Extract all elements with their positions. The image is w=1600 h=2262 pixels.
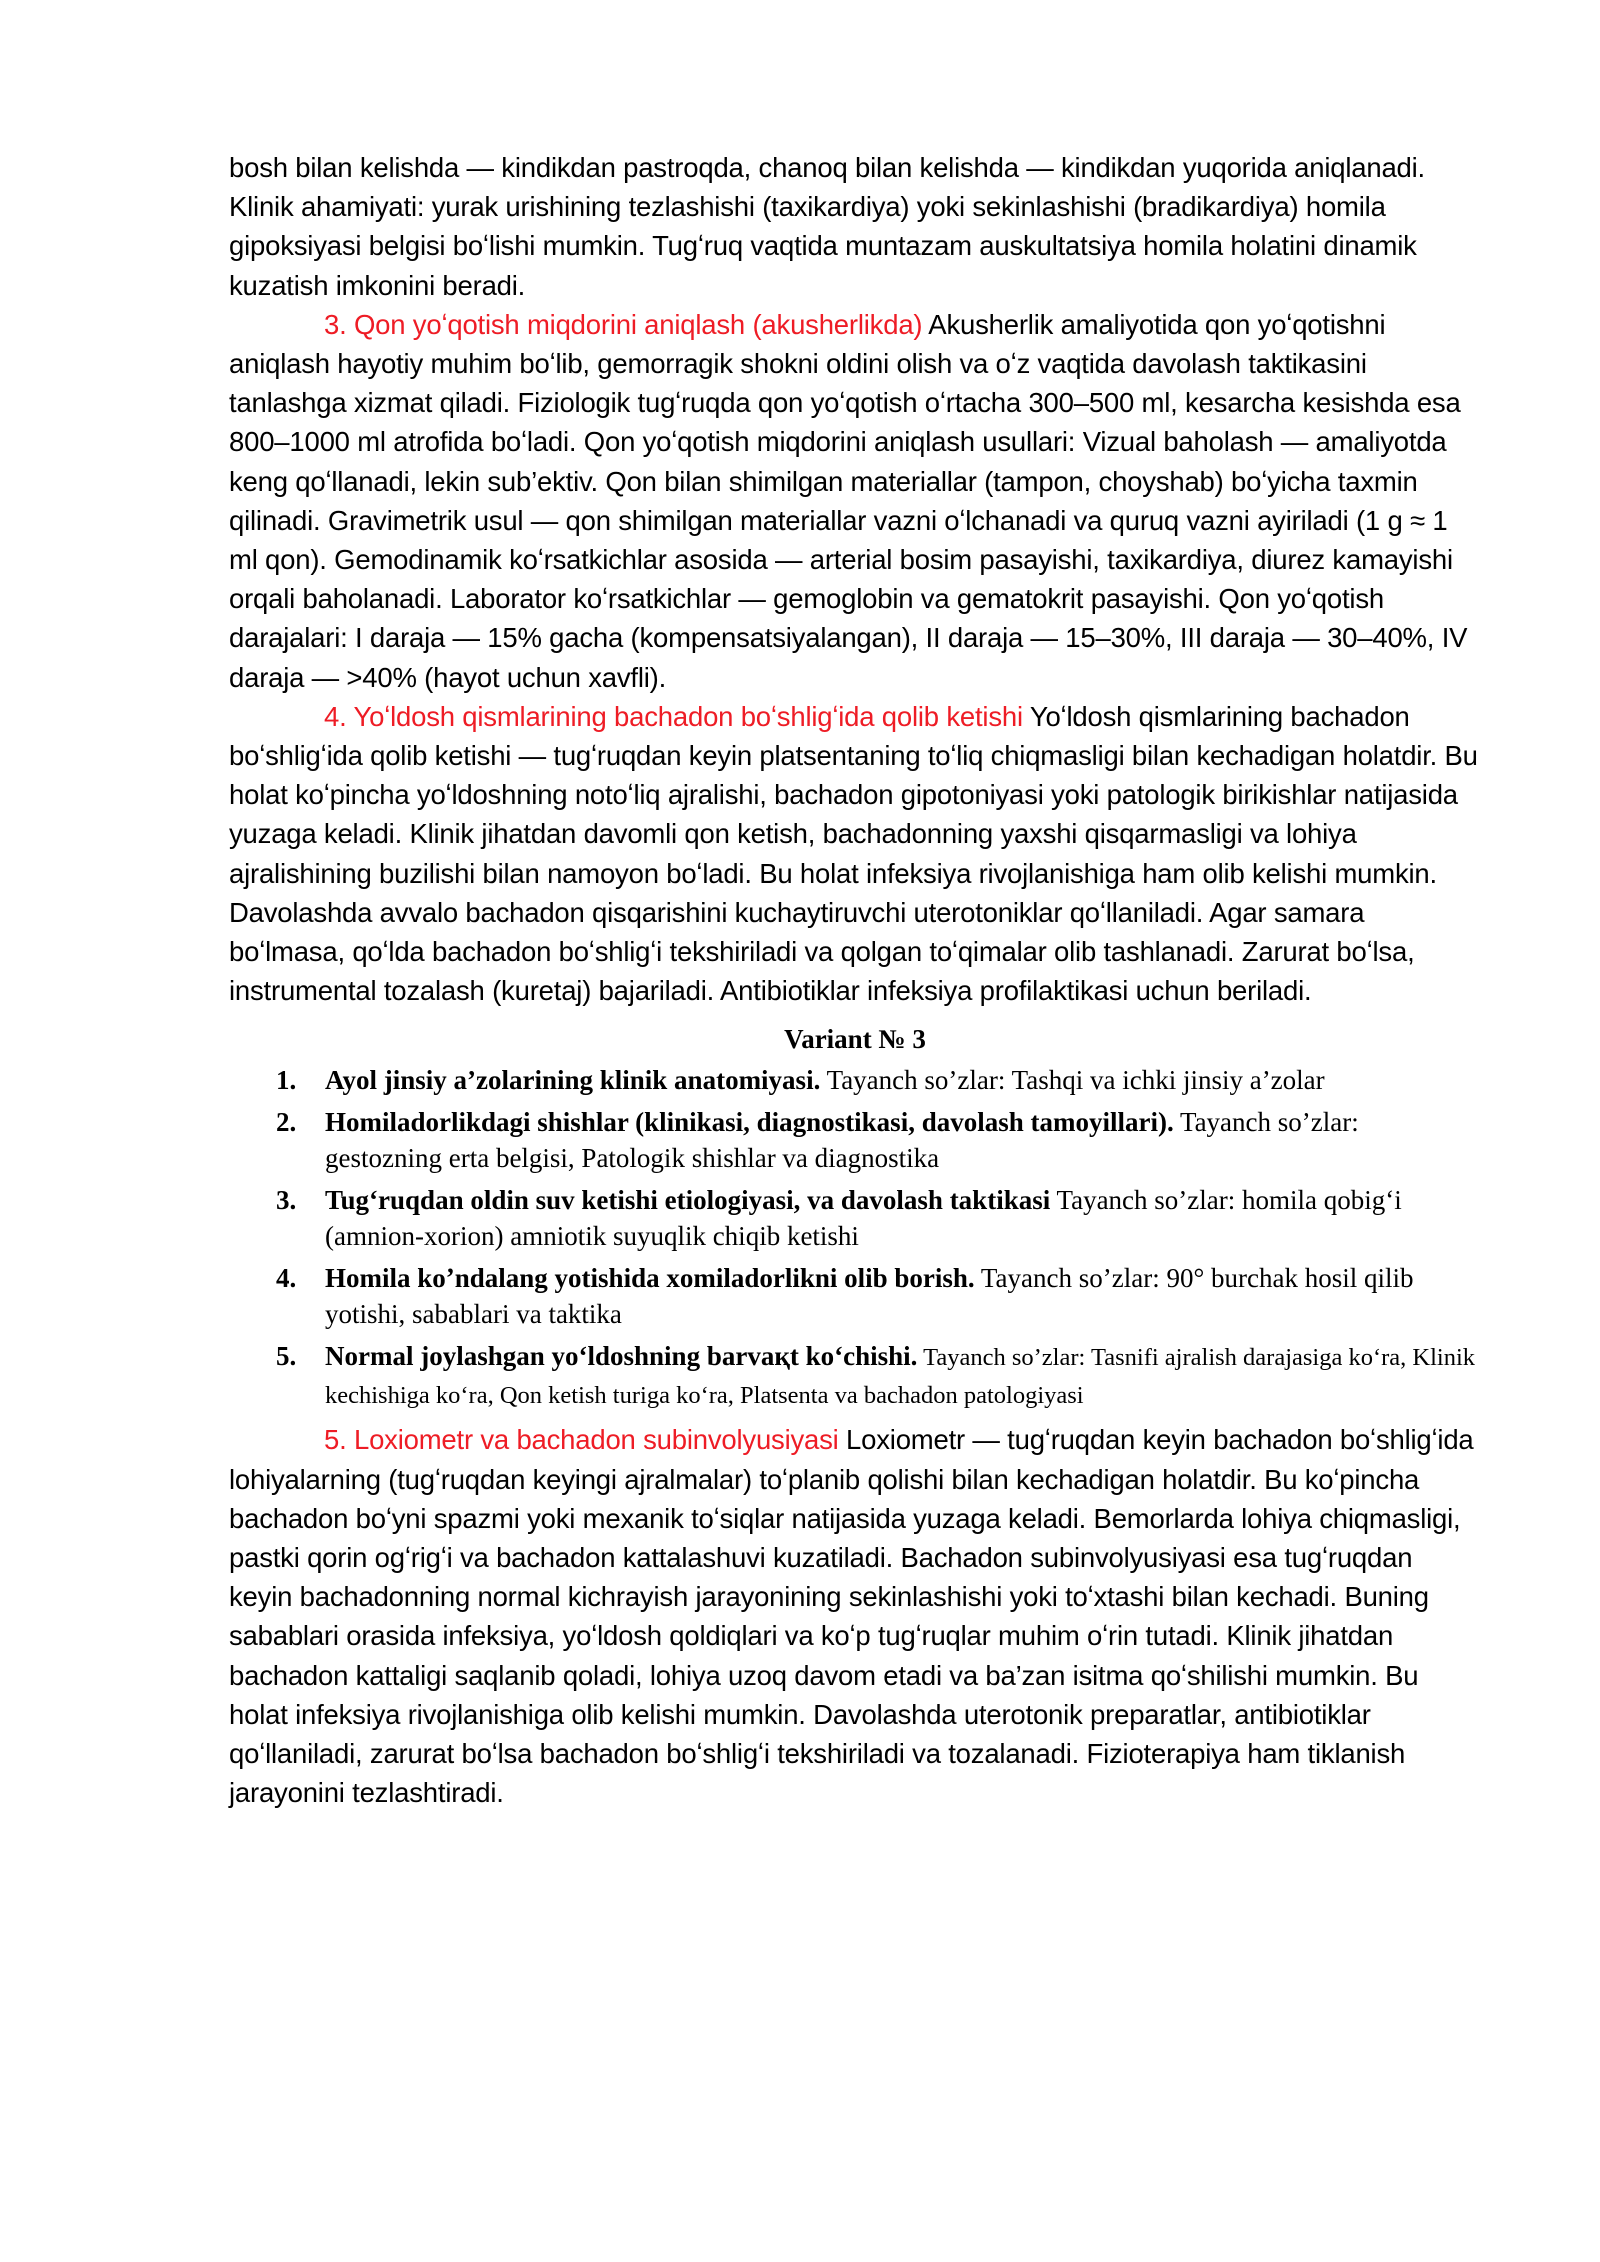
section-3-heading: 3. Qon yoʻqotish miqdorini aniqlash (akusherlikda) bbox=[324, 308, 923, 340]
list-item-number: 4. bbox=[276, 1263, 297, 1294]
list-item-number: 2. bbox=[276, 1107, 297, 1138]
list-item-title: Ayol jinsiy a’zolarining klinik anatomiyasi. bbox=[325, 1065, 821, 1096]
section-5-paragraph bbox=[229, 1420, 1481, 1812]
document-page bbox=[229, 148, 1481, 1813]
section-4-paragraph bbox=[229, 697, 1481, 1011]
list-item bbox=[229, 1104, 1481, 1176]
list-item-keywords: Tayanch so’zlar: Tashqi va ichki jinsiy a’zolar bbox=[820, 1065, 1325, 1096]
section-3-body: Akusherlik amaliyotida qon yoʻqotishni aniqlash hayotiy muhim boʻlib, gemorragik shokni oldini olish va oʻz vaqtida davolash taktikasini tanlashga xizmat qiladi. Fiziologik tugʻruqda qon yoʻqotish oʻrtacha 300–500 ml, kesarcha kesishda esa 800–1000 ml atrofida boʻladi. Qon yoʻqotish miqdorini aniqlash usullari: Vizual baholash — amaliyotda keng qoʻllanadi, lekin sub’ektiv. Qon bilan shimilgan materiallar (tampon, choyshab) boʻyicha taxmin qilinadi. Gravimetrik usul — qon shimilgan materiallar vazni oʻlchanadi va quruq vazni ayiriladi (1 g ≈ 1 ml qon). Gemodinamik koʻrsatkichlar asosida — arterial bosim pasayishi, taxikardiya, diurez kamayishi orqali baholanadi. Laborator koʻrsatkichlar — gemoglobin va gematokrit pasayishi. Qon yoʻqotish darajalari: I daraja — 15% gacha (kompensatsiyalangan), II daraja — 15–30%, III daraja — 30–40%, IV daraja — >40% (hayot uchun xavfli). bbox=[229, 308, 1468, 693]
section-4-body: Yoʻldosh qismlarining bachadon boʻshligʻida qolib ketishi — tugʻruqdan keyin platsentaning toʻliq chiqmasligi bilan kechadigan holatdir. Bu holat koʻpincha yoʻldoshning notoʻliq ajralishi, bachadon gipotoniyasi yoki patologik birikishlar natijasida yuzaga keladi. Klinik jihatdan davomli qon ketish, bachadonning yaxshi qisqarmasligi va lohiya ajralishining buzilishi bilan namoyon boʻladi. Bu holat infeksiya rivojlanishiga ham olib kelishi mumkin. Davolashda avvalo bachadon qisqarishini kuchaytiruvchi uterotoniklar qoʻllaniladi. Agar samara boʻlmasa, qoʻlda bachadon boʻshligʻi tekshiriladi va qolgan toʻqimalar olib tashlanadi. Zarurat boʻlsa, instrumental tozalash (kuretaj) bajariladi. Antibiotiklar infeksiya profilaktikasi uchun beriladi. bbox=[229, 700, 1478, 1007]
section-5-body: Loxiometr — tugʻruqdan keyin bachadon boʻshligʻida lohiyalarning (tugʻruqdan keyingi ajralmalar) toʻplanib qolishi bilan kechadigan holatdir. Bu koʻpincha bachadon boʻyni spazmi yoki mexanik toʻsiqlar natijasida yuzaga keladi. Bemorlarda lohiya chiqmasligi, pastki qorin ogʻrigʻi va bachadon kattalashuvi kuzatiladi. Bachadon subinvolyusiyasi esa tugʻruqdan keyin bachadonning normal kichrayish jarayonining sekinlashishi yoki toʻxtashi bilan kechadi. Buning sabablari orasida infeksiya, yoʻldosh qoldiqlari va koʻp tugʻruqlar muhim oʻrin tutadi. Klinik jihatdan bachadon kattaligi saqlanib qoladi, lohiya uzoq davom etadi va ba’zan isitma qoʻshilishi mumkin. Bu holat infeksiya rivojlanishiga olib kelishi mumkin. Davolashda uterotonik preparatlar, antibiotiklar qoʻllaniladi, zarurat boʻlsa bachadon boʻshligʻi tekshiriladi va tozalanadi. Fizioterapiya ham tiklanish jarayonini tezlashtiradi. bbox=[229, 1424, 1474, 1809]
list-item-title: Tugʻruqdan oldin suv ketishi etiologiyasi, va davolash taktikasi bbox=[325, 1185, 1051, 1216]
list-item bbox=[229, 1260, 1481, 1332]
list-item bbox=[229, 1338, 1481, 1414]
list-item-title: Homiladorlikdagi shishlar (klinikasi, diagnostikasi, davolash tamoyillari). bbox=[325, 1107, 1174, 1138]
variant-title: Variant № 3 bbox=[784, 1024, 926, 1055]
section-4-heading: 4. Yoʻldosh qismlarining bachadon boʻshligʻida qolib ketishi bbox=[324, 700, 1023, 732]
list-item-number: 5. bbox=[276, 1341, 297, 1372]
section-3-paragraph bbox=[229, 305, 1481, 697]
list-item-keywords: Tayanch so’zlar: Tasnifi ajralish darajasiga koʻra, Klinik kechishiga koʻra, Qon ketish turiga koʻra, Platsenta va bachadon patologiyasi bbox=[325, 1344, 1476, 1410]
list-item-number: 3. bbox=[276, 1185, 297, 1216]
list-item-title: Homila koʼndalang yotishida xomiladorlikni olib borish. bbox=[325, 1263, 975, 1294]
variant-question-list bbox=[229, 1062, 1481, 1414]
list-item bbox=[229, 1062, 1481, 1098]
list-item-number: 1. bbox=[276, 1065, 297, 1096]
list-item-keywords: Tayanch so’zlar: homila qobigʻi (amnion-xorion) amniotik suyuqlik chiqib ketishi bbox=[325, 1185, 1402, 1252]
intro-paragraph: bosh bilan kelishda — kindikdan pastroqda, chanoq bilan kelishda — kindikdan yuqorida aniqlanadi. Klinik ahamiyati: yurak urishining tezlashishi (taxikardiya) yoki sekinlashishi (bradikardiya) homila gipoksiyasi belgisi boʻlishi mumkin. Tugʻruq vaqtida muntazam auskultatsiya homila holatini dinamik kuzatish imkonini beradi. bbox=[229, 152, 1425, 301]
list-item bbox=[229, 1182, 1481, 1254]
list-item-keywords: Tayanch so’zlar: gestozning erta belgisi, Patologik shishlar va diagnostika bbox=[325, 1107, 1359, 1174]
list-item-keywords: Tayanch so’zlar: 90° burchak hosil qilib yotishi, sabablari va taktika bbox=[325, 1263, 1414, 1330]
list-item-title: Normal joylashgan yoʻldoshning barvaқt koʻchishi. bbox=[325, 1341, 918, 1372]
section-5-heading: 5. Loxiometr va bachadon subinvolyusiyasi bbox=[324, 1424, 839, 1456]
